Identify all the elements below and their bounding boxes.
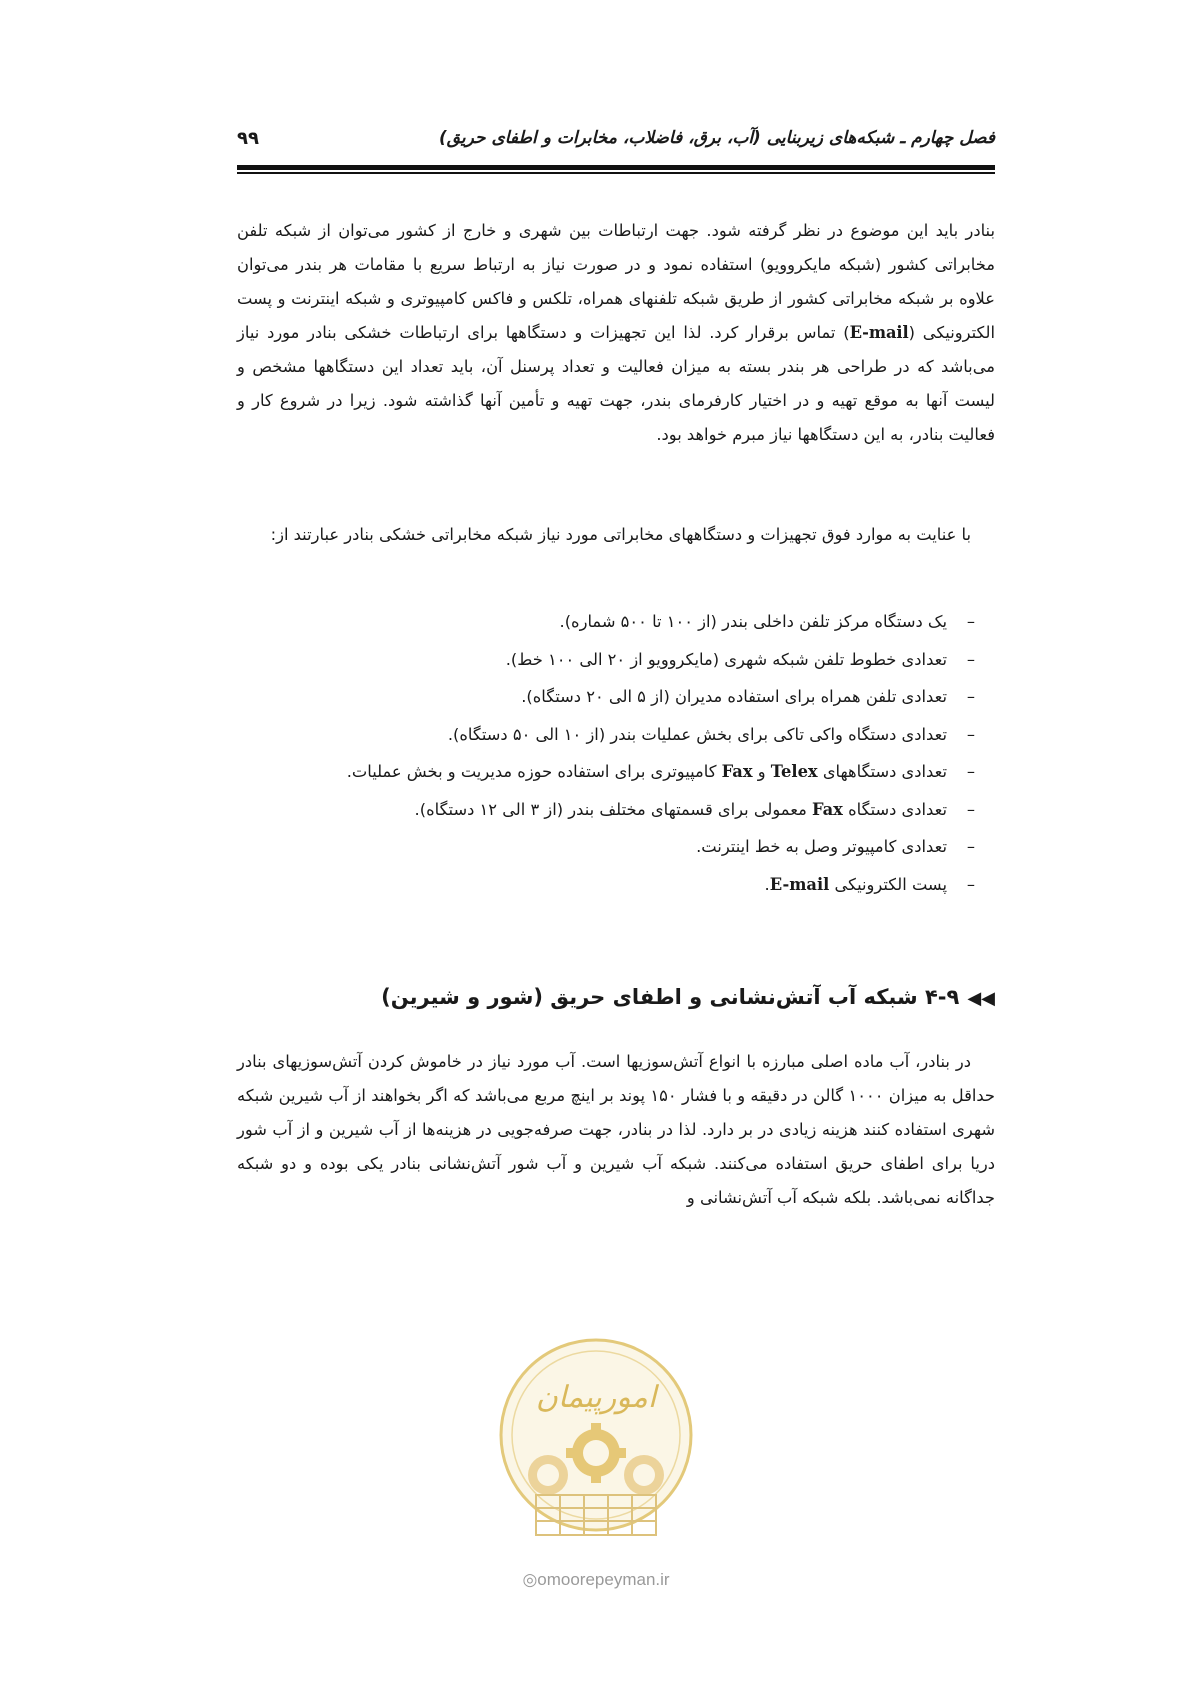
list-item	[237, 753, 995, 791]
globe-icon: ◎	[522, 1570, 538, 1589]
watermark-url: omoorepeyman.ir	[537, 1570, 670, 1589]
paragraph-1-part1: بنادر باید این موضوع در نظر گرفته شود. جهت ارتباطات بین شهری و خارج از کشور می‌توان از شبکه تلفن مخابراتی کشور (شبکه مایکروویو) استفاده نمود و در صورت نیاز به ارتباط سریع با مقامات هر بندر می‌توان علاوه بر شبکه مخابراتی کشور از طریق شبکه تلفنهای همراه، تلکس و فاکس کامپیوتری و شبکه اینترنت و پست الکترونیکی (	[237, 221, 995, 342]
list-dash: –	[966, 612, 975, 631]
paragraph-3	[237, 1045, 995, 1215]
list-item-text: یک دستگاه مرکز تلفن داخلی بندر (از ۱۰۰ تا ۵۰۰ شماره).	[559, 612, 947, 631]
list-dash: –	[966, 687, 975, 706]
list-item-text: تعدادی دستگاههای	[817, 762, 947, 781]
list-item	[237, 641, 995, 679]
list-item	[237, 603, 995, 641]
header-rule-thin	[237, 172, 995, 174]
scales-gear-icon	[528, 1455, 568, 1495]
excavator-gear-icon	[624, 1455, 664, 1495]
email-term: E-mail	[769, 874, 830, 894]
section-title: ۴-۹ شبکه آب آتش‌نشانی و اطفای حریق (شور و شیرین)	[381, 985, 960, 1009]
list-item	[237, 866, 995, 904]
logo-text: امورپیمان	[535, 1380, 657, 1415]
equipment-list	[237, 603, 995, 903]
list-item-text: تعدادی کامپیوتر وصل به خط اینترنت.	[696, 837, 947, 856]
list-dash: –	[966, 799, 975, 819]
paragraph-2	[237, 518, 995, 552]
list-item-text: معمولی برای قسمتهای مختلف بندر (از ۳ الی ۱۲ دستگاه).	[414, 799, 812, 819]
chapter-title: فصل چهارم ـ شبکه‌های زیربنایی (آب، برق، فاضلاب، مخابرات و اطفای حریق)	[438, 128, 995, 148]
list-dash: –	[966, 837, 975, 856]
running-header	[237, 128, 995, 158]
list-item	[237, 828, 995, 866]
paragraph-2-text: با عنایت به موارد فوق تجهیزات و دستگاههای مخابراتی مورد نیاز شبکه مخابراتی خشکی بنادر عبارتند از:	[270, 525, 971, 544]
watermark-caption	[496, 1570, 696, 1590]
list-item-text: تعدادی تلفن همراه برای استفاده مدیران (از ۵ الی ۲۰ دستگاه).	[521, 687, 947, 706]
list-dash: –	[966, 762, 975, 781]
header-rule-thick	[237, 165, 995, 170]
fax-term: Fax	[811, 799, 843, 819]
list-dash: –	[966, 724, 975, 744]
list-item-text: کامپیوتری برای استفاده حوزه مدیریت و بخش عملیات.	[346, 762, 722, 781]
list-item-text: تعدادی دستگاه واکی تاکی برای بخش عملیات بندر (از ۱۰ الی ۵۰ دستگاه).	[447, 724, 947, 744]
section-heading	[237, 985, 995, 1025]
email-term: E-mail	[849, 323, 909, 342]
list-item-text: تعدادی دستگاه	[842, 799, 947, 819]
list-dash: –	[966, 649, 975, 669]
fax-term: Fax	[721, 762, 753, 781]
list-item-text: .	[764, 874, 770, 894]
paragraph-3-text: در بنادر، آب ماده اصلی مبارزه با انواع آتش‌سوزیها است. آب مورد نیاز در خاموش کردن آتش‌سوزیهای بنادر حداقل به میزان ۱۰۰۰ گالن در دقیقه و با فشار ۱۵۰ پوند بر اینچ مربع می‌باشد که اگر بخواهند از آب شیرین شبکه شهری استفاده کنند هزینه زیادی در بر دارد. لذا در بنادر، جهت صرفه‌جویی در هزینه‌ها از آب شیرین و از آب شور دریا برای اطفای حریق استفاده می‌کنند. شبکه آب شیرین و آب شور آتش‌نشانی بنادر یکی بوده و دو شبکه جداگانه نمی‌باشد. بلکه شبکه آب آتش‌نشانی و	[237, 1052, 995, 1207]
watermark-logo	[496, 1335, 696, 1565]
list-item	[237, 678, 995, 716]
page-number: ۹۹	[237, 128, 259, 149]
telex-term: Telex	[770, 762, 818, 781]
double-arrow-icon: ◀◀	[967, 988, 995, 1009]
paragraph-1-part2: ) تماس برقرار کرد. لذا این تجهیزات و دستگاهها برای ارتباطات خشکی بنادر مورد نیاز می‌باشد که در طراحی هر بندر بسته به میزان فعالیت و تعداد پرسنل آن، باید تعداد این دستگاهها مشخص و لیست آنها به موقع تهیه و در اختیار کارفرمای بندر، جهت تهیه و تأمین آنها گذاشته شود. زیرا در شروع کار و فعالیت بنادر، به این دستگاهها نیاز مبرم خواهد بود.	[237, 323, 995, 444]
list-dash: –	[966, 874, 975, 894]
list-item	[237, 716, 995, 754]
paragraph-1	[237, 214, 995, 452]
list-item-text: و	[752, 762, 771, 781]
list-item-text: پست الکترونیکی	[829, 874, 947, 894]
list-item-text: تعدادی خطوط تلفن شبکه شهری (مایکروویو از ۲۰ الی ۱۰۰ خط).	[505, 649, 947, 669]
list-item	[237, 791, 995, 829]
